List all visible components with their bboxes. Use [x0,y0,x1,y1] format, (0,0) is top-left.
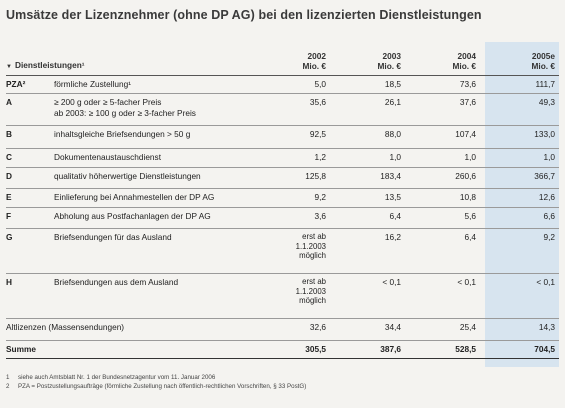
row-description: Briefsendungen für das Ausland [54,229,260,274]
cell-2005e: 366,7 [480,168,559,189]
header-year: 2004 [457,50,476,61]
cell-2003: 88,0 [330,126,405,149]
cell-2002: 3,6 [260,208,330,229]
cell-2005e: 9,2 [480,229,559,274]
row-description: Einlieferung bei Annahmestellen der DP AG [54,189,260,208]
row-description [54,94,260,126]
footnote [6,383,559,392]
row-code: F [6,208,54,229]
footnote-text: PZA = Postzustellungsaufträge (förmliche Zustellung nach öffentlich-rechtlichen Vorschriften, § 33 PostG) [18,382,307,390]
cell-2002: 92,5 [260,126,330,149]
sum-2004: 528,5 [405,341,480,359]
cell-2005e: 133,0 [480,126,559,149]
cell-2003: 183,4 [330,168,405,189]
row-code: D [6,168,54,189]
page-title: Umsätze der Lizenznehmer (ohne DP AG) bei den lizenzierten Dienstleistungen [6,8,482,22]
table-row [6,274,559,319]
table-row [6,76,559,94]
footnote-number: 1 [6,374,10,381]
row-description-line: ≥ 200 g oder ≥ 5-facher Preis [54,97,162,107]
cell-2004: 73,6 [405,76,480,94]
cell-2002: 125,8 [260,168,330,189]
cell-2002: 35,6 [260,94,330,126]
cell-2005e: 49,3 [480,94,559,126]
header-unit: Mio. € [531,61,555,72]
row-code: C [6,149,54,168]
row-code: PZA² [6,76,54,94]
table-row [6,94,559,126]
sum-label: Summe [6,341,260,359]
sum-2005e: 704,5 [480,341,559,359]
header-label: Dienstleistungen¹ [14,60,85,71]
header-unit: Mio. € [377,61,401,72]
row-description: Altlizenzen (Massensendungen) [6,319,260,341]
note-line: möglich [299,296,326,306]
header-unit: Mio. € [452,61,476,72]
cell-2003: 18,5 [330,76,405,94]
header-col-2002 [260,42,330,76]
row-code: E [6,189,54,208]
cell-2004: 25,4 [405,319,480,341]
row-description: inhaltsgleiche Briefsendungen > 50 g [54,126,260,149]
cell-2005e: 12,6 [480,189,559,208]
cell-2004: 10,8 [405,189,480,208]
footnote-text: siehe auch Amtsblatt Nr. 1 der Bundesnetzagentur vom 11. Januar 2006 [18,374,216,381]
cell-2002: 1,2 [260,149,330,168]
row-description: Briefsendungen aus dem Ausland [54,274,260,319]
cell-2004: 107,4 [405,126,480,149]
table-row [6,229,559,274]
revenue-table [6,42,559,359]
table-header-row [6,42,559,76]
header-year: 2003 [382,50,401,61]
row-code: B [6,126,54,149]
cell-2002: 9,2 [260,189,330,208]
cell-2002-note [260,274,330,319]
footnotes [6,374,559,392]
header-col-2005e [480,42,559,76]
cell-2003: 13,5 [330,189,405,208]
sum-2003: 387,6 [330,341,405,359]
row-code: G [6,229,54,274]
table-row [6,149,559,168]
cell-2004: 260,6 [405,168,480,189]
header-year: 2002 [307,50,326,61]
footnote-number: 2 [6,382,10,390]
table-row [6,168,559,189]
note-line: 1.1.2003 [295,241,326,251]
cell-2002: 5,0 [260,76,330,94]
sum-row [6,341,559,359]
row-description: Abholung aus Postfachanlagen der DP AG [54,208,260,229]
cell-2005e: 6,6 [480,208,559,229]
table-row [6,126,559,149]
footnote [6,374,559,383]
row-description: förmliche Zustellung¹ [54,76,260,94]
cell-2004: 5,6 [405,208,480,229]
note-line: möglich [299,251,326,261]
cell-2004: 1,0 [405,149,480,168]
row-description: Dokumentenaustauschdienst [54,149,260,168]
header-unit: Mio. € [302,61,326,72]
cell-2003: 16,2 [330,229,405,274]
table-row [6,189,559,208]
cell-2005e: 1,0 [480,149,559,168]
cell-2005e: 14,3 [480,319,559,341]
note-line: erst ab [302,232,326,241]
table-row [6,208,559,229]
header-year: 2005e [531,50,555,61]
header-col-2003 [330,42,405,76]
cell-2003: 34,4 [330,319,405,341]
sum-2002: 305,5 [260,341,330,359]
cell-2002: 32,6 [260,319,330,341]
header-label-cell [6,42,260,76]
header-col-2004 [405,42,480,76]
cell-2002-note [260,229,330,274]
row-code: A [6,94,54,126]
note-line: 1.1.2003 [295,286,326,296]
row-description-line: ab 2003: ≥ 100 g oder ≥ 3-facher Preis [54,107,196,118]
cell-2003: 1,0 [330,149,405,168]
row-description: qualitativ höherwertige Dienstleistungen [54,168,260,189]
cell-2003: 6,4 [330,208,405,229]
cell-2004: < 0,1 [405,274,480,319]
triangle-down-icon: ▼ [6,64,12,71]
cell-2003: 26,1 [330,94,405,126]
cell-2003: < 0,1 [330,274,405,319]
cell-2004: 6,4 [405,229,480,274]
cell-2005e: < 0,1 [480,274,559,319]
note-line: erst ab [302,277,326,286]
row-code: H [6,274,54,319]
cell-2005e: 111,7 [480,76,559,94]
cell-2004: 37,6 [405,94,480,126]
table-row [6,319,559,341]
